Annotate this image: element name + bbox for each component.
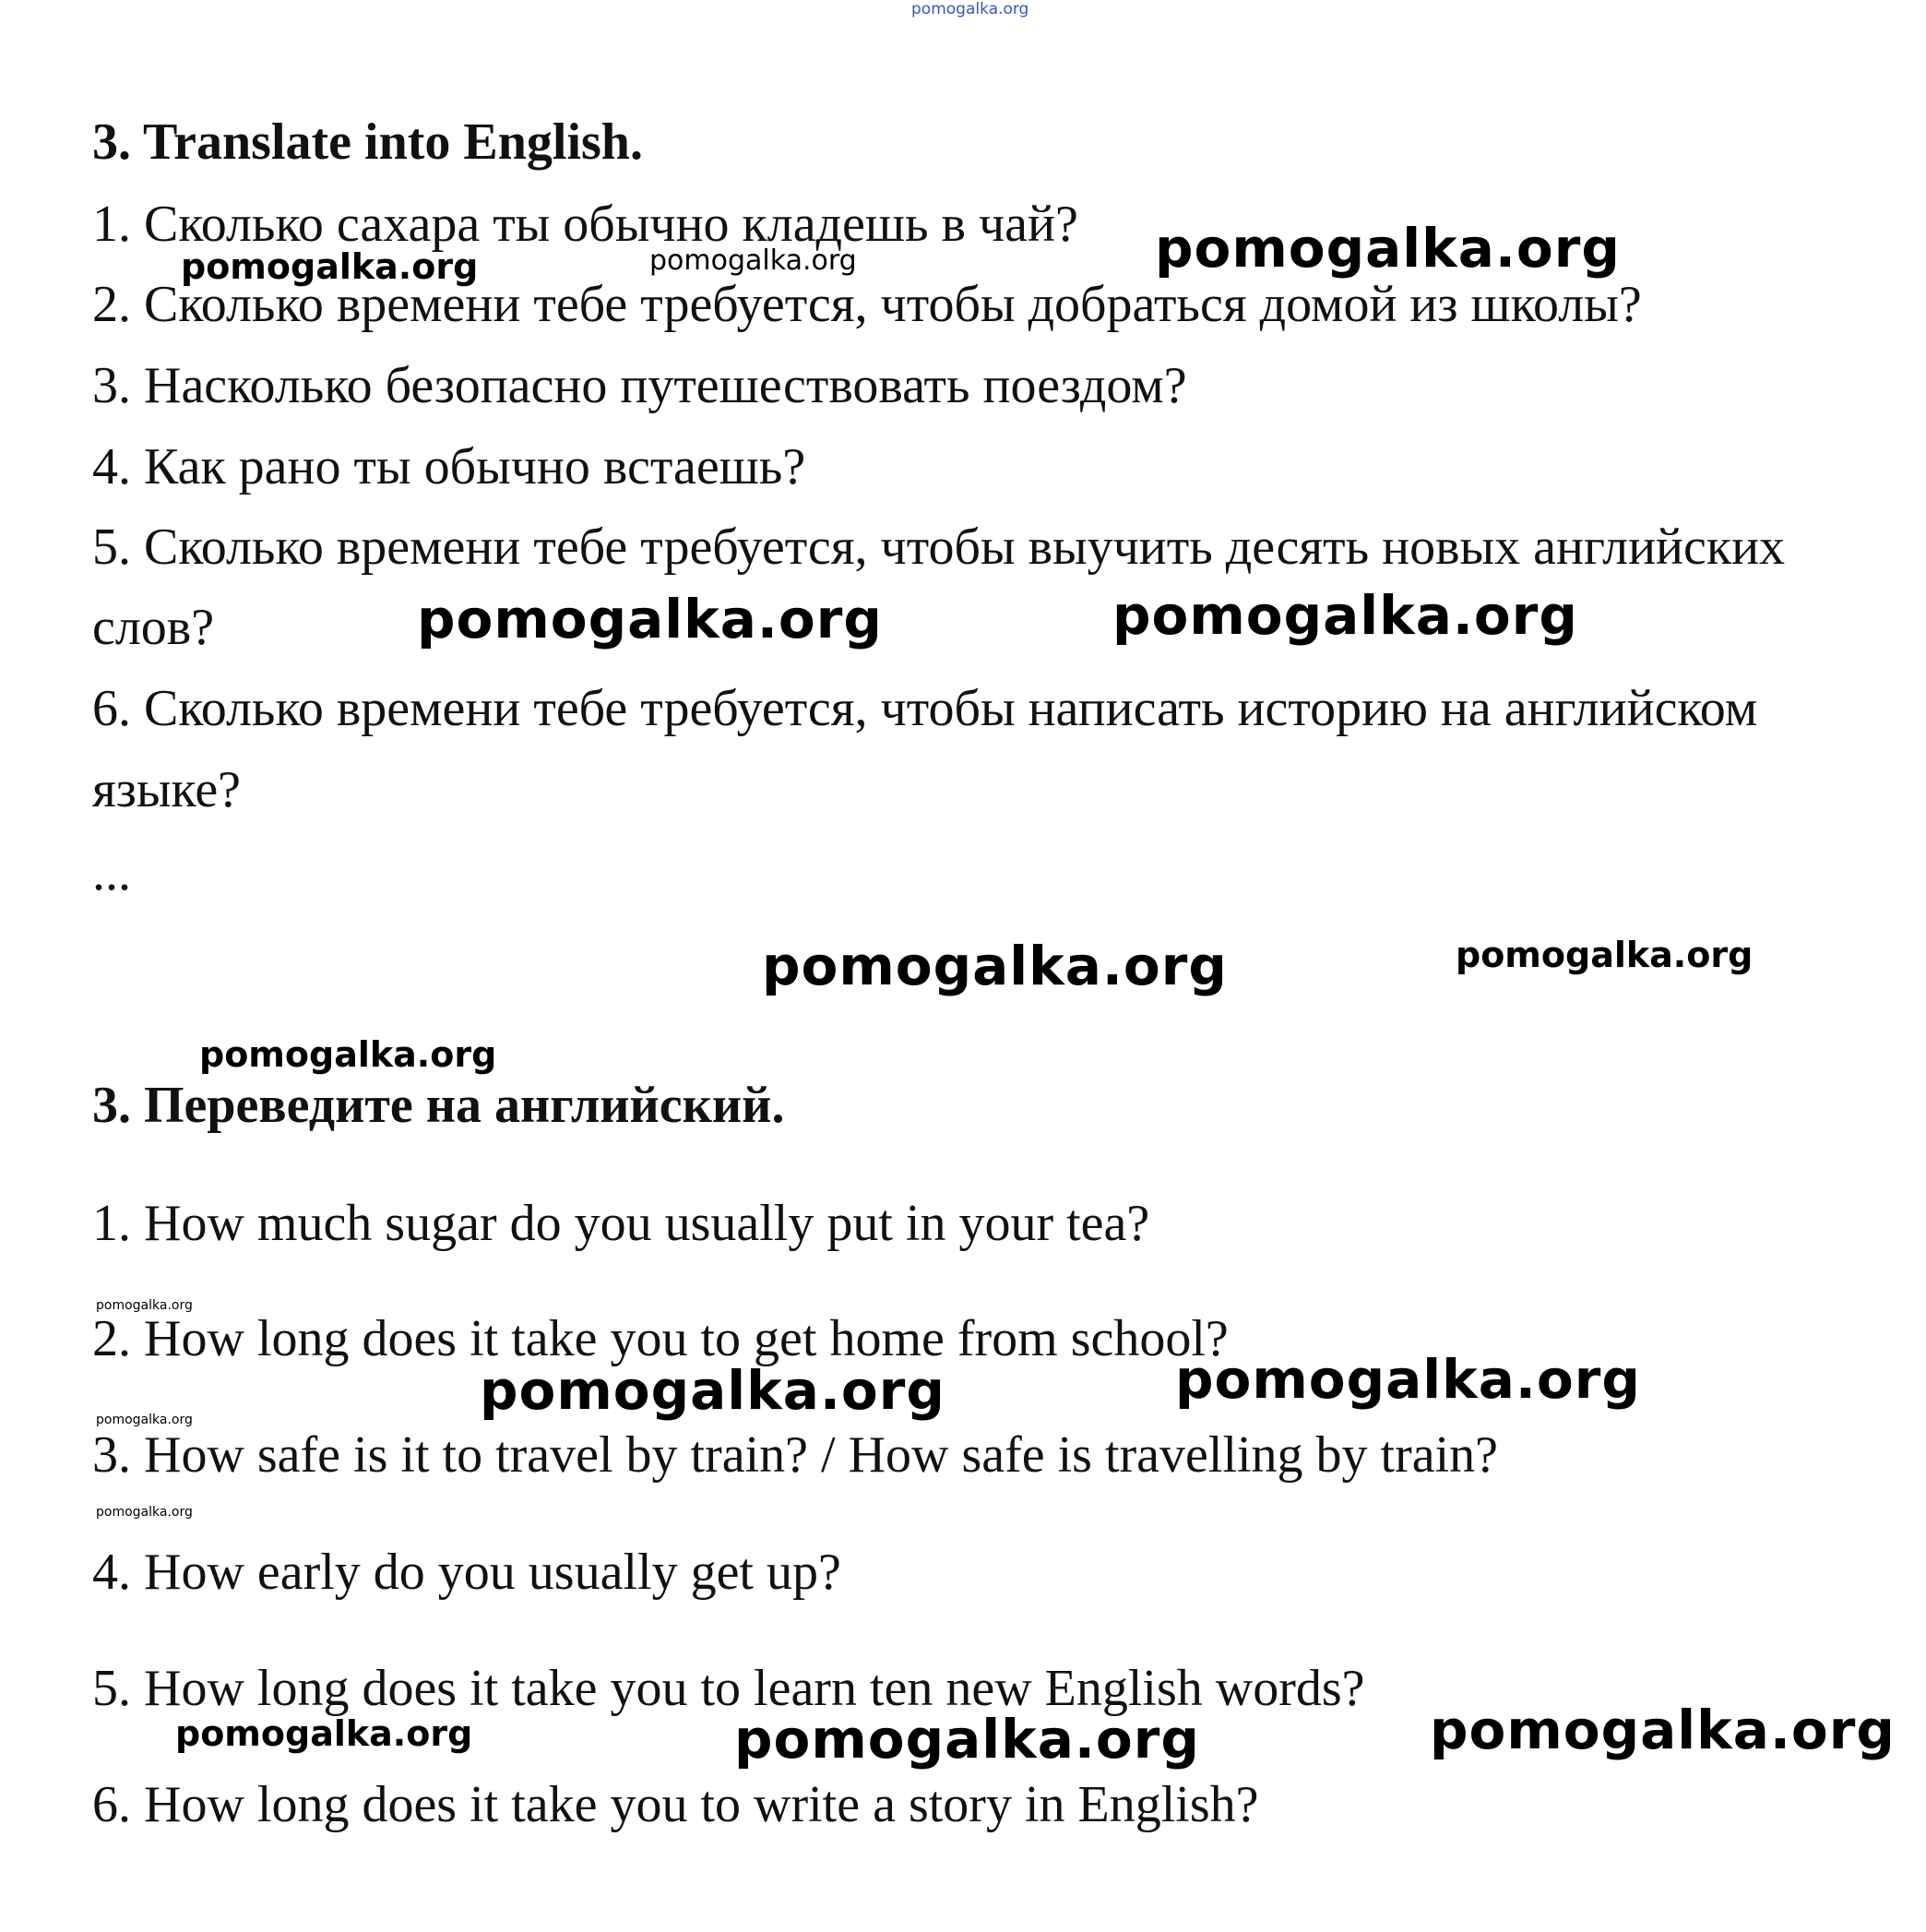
- header-watermark: pomogalka.org: [911, 0, 1029, 18]
- watermark: pomogalka.org: [480, 1359, 945, 1422]
- task-ru-item-3: 3. Насколько безопасно путешествовать поездом?: [92, 357, 1187, 414]
- task-ru-ellipsis: ...: [92, 844, 131, 901]
- task-en-item-1: 1. How much sugar do you usually put in your tea?: [92, 1195, 1150, 1252]
- watermark: pomogalka.org: [649, 244, 857, 277]
- watermark: pomogalka.org: [734, 1708, 1200, 1771]
- task-en-item-5: 5. How long does it take you to learn ten new English words?: [92, 1660, 1365, 1717]
- watermark: pomogalka.org: [1175, 1348, 1641, 1411]
- task-ru-item-5: 5. Сколько времени тебе требуется, чтобы выучить десять новых английских: [92, 519, 1786, 576]
- watermark: pomogalka.org: [1112, 584, 1578, 647]
- task-en-item-2: 2. How long does it take you to get home from school?: [92, 1310, 1229, 1367]
- watermark: pomogalka.org: [199, 1034, 497, 1075]
- task-en-heading: 3. Переведите на английский.: [92, 1077, 785, 1134]
- task-ru-heading: 3. Translate into English.: [92, 113, 643, 171]
- watermark: pomogalka.org: [1430, 1699, 1896, 1761]
- watermark: pomogalka.org: [1155, 217, 1621, 280]
- task-ru-item-1: 1. Сколько сахара ты обычно кладешь в чай?: [92, 196, 1078, 253]
- watermark: pomogalka.org: [1456, 935, 1754, 975]
- task-ru-item-2: 2. Сколько времени тебе требуется, чтобы добраться домой из школы?: [92, 276, 1642, 333]
- watermark: pomogalka.org: [762, 935, 1228, 997]
- watermark: pomogalka.org: [96, 1413, 193, 1427]
- task-ru-item-4: 4. Как рано ты обычно встаешь?: [92, 438, 806, 495]
- task-en-item-4: 4. How early do you usually get up?: [92, 1544, 841, 1601]
- task-en-item-6: 6. How long does it take you to write a story in English?: [92, 1776, 1259, 1833]
- task-ru-item-5-cont: слов?: [92, 599, 215, 656]
- task-ru-item-6-cont: языке?: [92, 761, 242, 818]
- task-ru-item-6: 6. Сколько времени тебе требуется, чтобы написать историю на английском: [92, 680, 1758, 737]
- watermark: pomogalka.org: [96, 1505, 193, 1520]
- watermark: pomogalka.org: [175, 1713, 473, 1754]
- watermark: pomogalka.org: [417, 588, 883, 650]
- watermark: pomogalka.org: [96, 1298, 193, 1313]
- task-en-item-3: 3. How safe is it to travel by train? / How safe is travelling by train?: [92, 1426, 1499, 1484]
- watermark: pomogalka.org: [181, 246, 479, 287]
